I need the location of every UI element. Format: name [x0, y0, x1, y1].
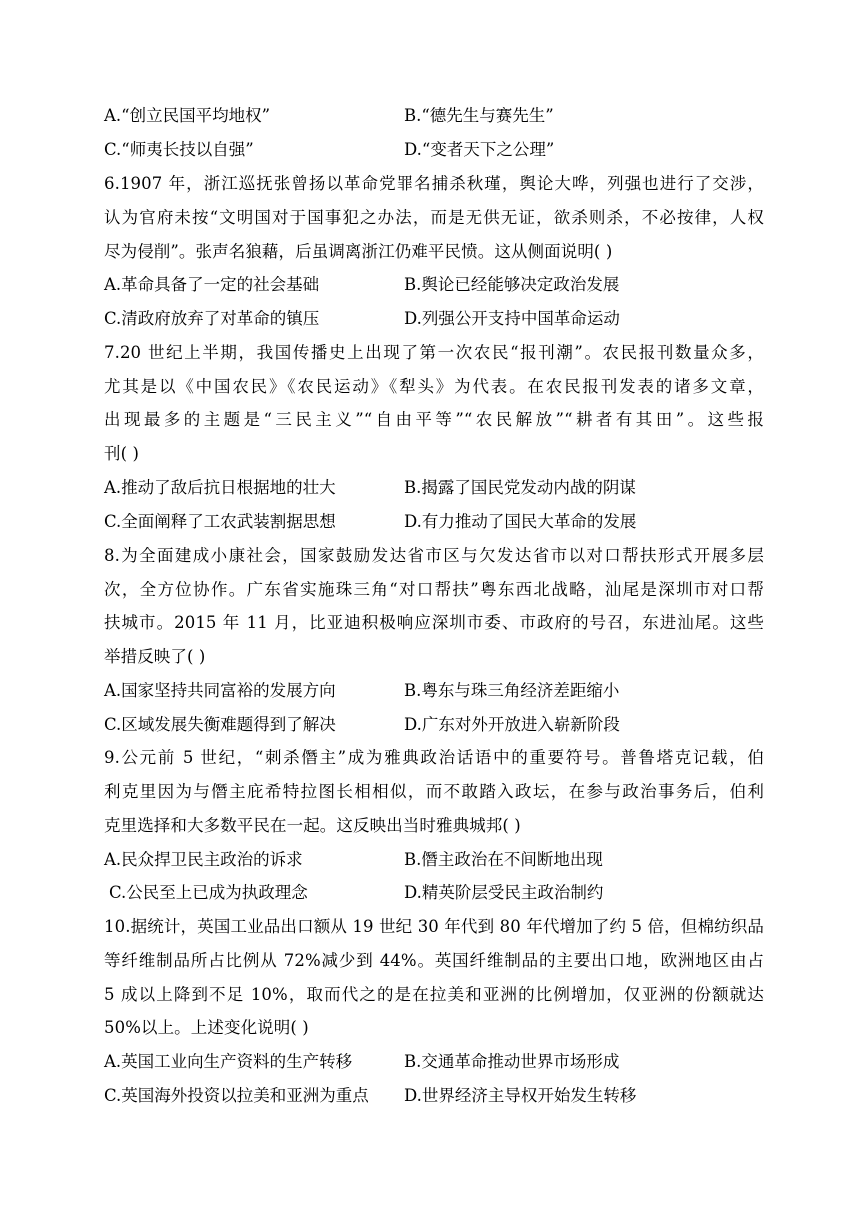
- q9-option-a: A.民众捍卫民主政治的诉求: [104, 850, 303, 869]
- q8-stem-line-3: 扶城市。2015 年 11 月，比亚迪积极响应深圳市委、市政府的号召，东进汕尾。这些: [104, 613, 764, 632]
- q6-option-c: C.清政府放弃了对革命的镇压: [104, 309, 320, 328]
- q9-stem-line-2: 利克里因为与僭主庇希特拉图长相相似，而不敢踏入政坛，在参与政治事务后，伯利: [104, 782, 764, 801]
- q5-option-d: D.“变者天下之公理”: [404, 140, 555, 159]
- q9-option-c: C.公民至上已成为执政理念: [109, 883, 308, 902]
- q8-option-b: B.粤东与珠三角经济差距缩小: [404, 681, 620, 700]
- q7-stem-line-4: 刊( ): [104, 444, 140, 463]
- q9-option-b: B.僭主政治在不间断地出现: [404, 850, 603, 869]
- q7-stem-line-2: 尤其是以《中国农民》《农民运动》《犁头》为代表。在农民报刊发表的诸多文章，: [104, 377, 764, 396]
- q6-stem-line-3: 尽为侵削”。张声名狼藉，后虽调离浙江仍难平民愤。这从侧面说明( ): [104, 242, 613, 261]
- q10-stem-line-3: 5 成以上降到不足 10%，取而代之的是在拉美和亚洲的比例增加，仅亚洲的份额就达: [104, 985, 764, 1004]
- q8-stem-line-2: 次，全方位协作。广东省实施珠三角“对口帮扶”粤东西北战略，汕尾是深圳市对口帮: [104, 580, 764, 599]
- q10-option-c: C.英国海外投资以拉美和亚洲为重点: [104, 1086, 369, 1105]
- q5-option-a: A.“创立民国平均地权”: [104, 106, 271, 125]
- q10-option-a: A.英国工业向生产资料的生产转移: [104, 1052, 353, 1071]
- q9-stem-line-3: 克里选择和大多数平民在一起。这反映出当时雅典城邦( ): [104, 816, 521, 835]
- q8-option-c: C.区域发展失衡难题得到了解决: [104, 715, 336, 734]
- q7-option-a: A.推动了敌后抗日根据地的壮大: [104, 478, 336, 497]
- q10-stem-line-2: 等纤维制品所占比例从 72%减少到 44%。英国纤维制品的主要出口地，欧洲地区由占: [104, 951, 764, 970]
- q8-stem-line-4: 举措反映了( ): [104, 647, 206, 666]
- q6-option-d: D.列强公开支持中国革命运动: [404, 309, 620, 328]
- q8-option-a: A.国家坚持共同富裕的发展方向: [104, 681, 336, 700]
- q7-stem-line-1: 7.20 世纪上半期，我国传播史上出现了第一次农民“报刊潮”。农民报刊数量众多，: [104, 343, 764, 362]
- q6-stem-line-1: 6.1907 年，浙江巡抚张曾扬以革命党罪名捕杀秋瑾，舆论大哗，列强也进行了交涉，: [104, 174, 764, 193]
- q9-option-d: D.精英阶层受民主政治制约: [404, 883, 604, 902]
- q10-stem-line-1: 10.据统计，英国工业品出口额从 19 世纪 30 年代到 80 年代增加了约 5 倍，但棉纺织品: [104, 917, 764, 936]
- q8-stem-line-1: 8.为全面建成小康社会，国家鼓励发达省市区与欠发达省市以对口帮扶形式开展多层: [104, 546, 764, 565]
- q7-option-c: C.全面阐释了工农武装割据思想: [104, 512, 336, 531]
- q7-option-b: B.揭露了国民党发动内战的阴谋: [404, 478, 636, 497]
- q8-option-d: D.广东对外开放进入崭新阶段: [404, 715, 620, 734]
- q7-option-d: D.有力推动了国民大革命的发展: [404, 512, 637, 531]
- q6-option-a: A.革命具备了一定的社会基础: [104, 275, 320, 294]
- q6-option-b: B.舆论已经能够决定政治发展: [404, 275, 620, 294]
- q10-stem-line-4: 50%以上。上述变化说明( ): [104, 1018, 309, 1037]
- q10-option-d: D.世界经济主导权开始发生转移: [404, 1086, 637, 1105]
- q7-stem-line-3: 出现最多的主题是“三民主义”“自由平等”“农民解放”“耕者有其田”。这些报: [104, 410, 764, 429]
- q5-option-b: B.“德先生与赛先生”: [404, 106, 554, 125]
- q5-option-c: C.“师夷长技以自强”: [104, 140, 254, 159]
- q10-option-b: B.交通革命推动世界市场形成: [404, 1052, 620, 1071]
- q6-stem-line-2: 认为官府未按“文明国对于国事犯之办法，而是无供无证，欲杀则杀，不必按律，人权: [104, 208, 764, 227]
- q9-stem-line-1: 9.公元前 5 世纪，“刺杀僭主”成为雅典政治话语中的重要符号。普鲁塔克记载，伯: [104, 748, 764, 767]
